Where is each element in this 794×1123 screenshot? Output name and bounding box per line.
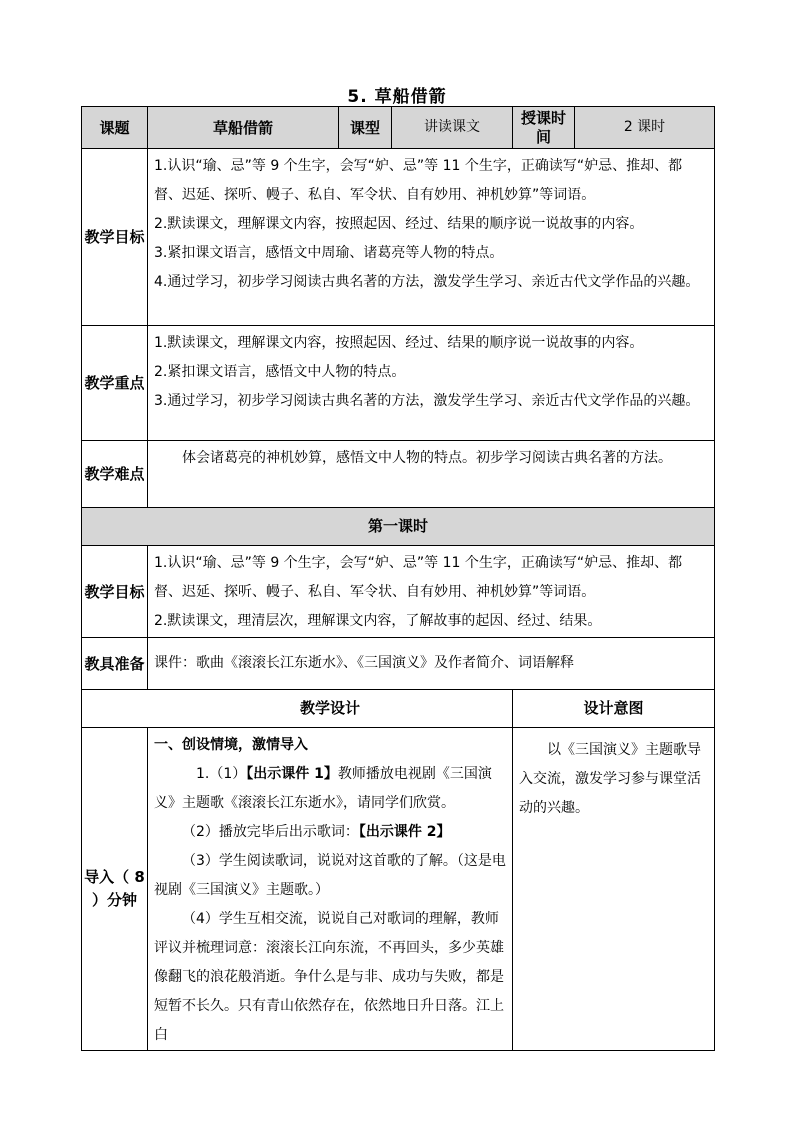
type-label: 课型 <box>339 107 392 149</box>
first-objective-2: 2.默读课文，理清层次，理解课文内容，了解故事的起因、经过、结果。 <box>154 613 602 629</box>
objective-1: 1.认识“瑜、忌”等 9 个生字，会写“妒、忌”等 11 个生字，正确读写“妒忌、推却、都督、迟延、探听、幔子、私自、军令状、自有妙用、神机妙算”等词语。 <box>154 158 683 203</box>
objective-2: 2.默读课文，理解课文内容，按照起因、经过、结果的顺序说一说故事的内容。 <box>154 216 644 232</box>
time-value: 2 课时 <box>575 107 715 149</box>
objective-4: 4.通过学习，初步学习阅读古典名著的方法，激发学生学习、亲近古代文学作品的兴趣。 <box>154 274 700 290</box>
key-point-2: 2.紧扣课文语言，感悟文中人物的特点。 <box>154 364 406 380</box>
prep-content: 课件：歌曲《滚滚长江东逝水》、《三国演义》及作者简介、词语解释 <box>148 638 715 690</box>
header-row <box>82 107 715 149</box>
time-label: 授课时间 <box>513 107 575 149</box>
objectives-label: 教学目标 <box>82 149 148 326</box>
key-point-1: 1.默读课文，理解课文内容，按照起因、经过、结果的顺序说一说故事的内容。 <box>154 335 644 351</box>
difficulties-row <box>82 441 715 508</box>
intro-p1: 1.（1）【出示课件 1】教师播放电视剧《三国演义》主题歌《滚滚长江东逝水》，请同学们欣赏。 <box>154 766 492 811</box>
intro-p4: （4）学生互相交流，说说自己对歌词的理解，教师评议并梳理词意：滚滚长江向东流，不再回头，多少英雄像翻飞的浪花般消逝。争什么是与非、成功与失败，都是短暂不长久。只有青山依然存在，依然地日升日落。江上白 <box>154 911 504 1043</box>
type-value: 讲读课文 <box>392 107 513 149</box>
intro-label: 导入（ 8 ）分钟 <box>82 728 148 1051</box>
key-points-row <box>82 326 715 441</box>
key-points-label: 教学重点 <box>82 326 148 441</box>
design-header-row <box>82 690 715 728</box>
intro-intent: 以《三国演义》主题歌导入交流，激发学习参与课堂活动的兴趣。 <box>513 728 715 1051</box>
lesson-plan-table <box>81 106 715 1051</box>
intro-content <box>148 728 513 1051</box>
design-header-right: 设计意图 <box>513 690 715 728</box>
intro-row <box>82 728 715 1051</box>
key-points-content <box>148 326 715 441</box>
first-lesson-title: 第一课时 <box>82 508 715 546</box>
design-header-left: 教学设计 <box>82 690 513 728</box>
objective-3: 3.紧扣课文语言，感悟文中周瑜、诸葛亮等人物的特点。 <box>154 245 504 261</box>
intro-p2: （2）播放完毕后出示歌词：【出示课件 2】 <box>182 824 451 840</box>
difficulties-label: 教学难点 <box>82 441 148 508</box>
intro-section-title: 一、创设情境，激情导入 <box>154 737 308 753</box>
first-lesson-objectives-row <box>82 546 715 638</box>
objectives-content <box>148 149 715 326</box>
objectives-row <box>82 149 715 326</box>
intro-p3: （3）学生阅读歌词，说说对这首歌的了解。（这是电视剧《三国演义》主题歌。） <box>154 853 506 898</box>
difficulties-content: 体会诸葛亮的神机妙算，感悟文中人物的特点。初步学习阅读古典名著的方法。 <box>148 441 715 508</box>
first-lesson-title-row <box>82 508 715 546</box>
first-lesson-objectives-label: 教学目标 <box>82 546 148 638</box>
first-lesson-objectives-content <box>148 546 715 638</box>
document-title: 5. 草船借箭 <box>347 87 447 107</box>
key-point-3: 3.通过学习，初步学习阅读古典名著的方法，激发学生学习、亲近古代文学作品的兴趣。 <box>154 393 700 409</box>
lesson-value: 草船借箭 <box>148 107 339 149</box>
lesson-label: 课题 <box>82 107 148 149</box>
prep-label: 教具准备 <box>82 638 148 690</box>
prep-row <box>82 638 715 690</box>
first-objective-1: 1.认识“瑜、忌”等 9 个生字，会写“妒、忌”等 11 个生字，正确读写“妒忌、推却、都督、迟延、探听、幔子、私自、军令状、自有妙用、神机妙算”等词语。 <box>154 555 683 600</box>
